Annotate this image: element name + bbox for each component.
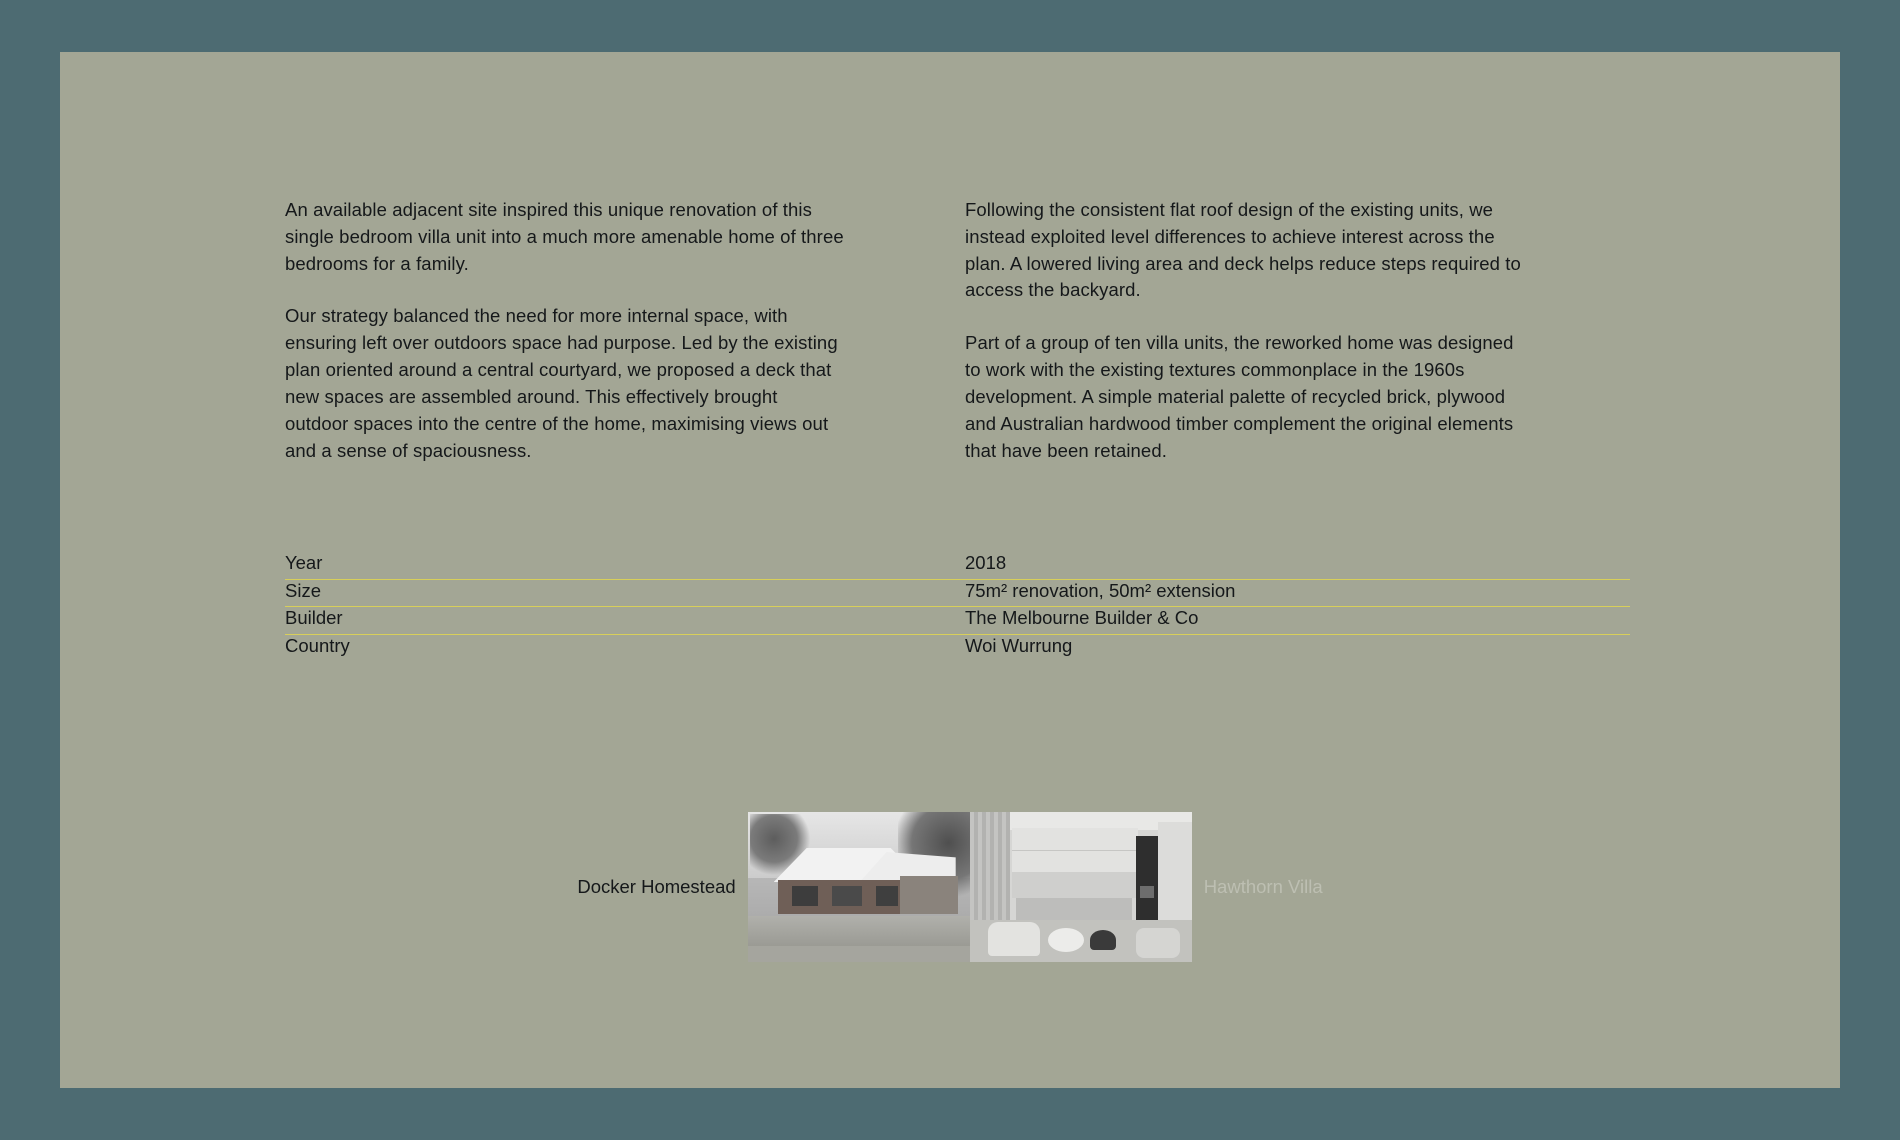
- spec-value: 2018: [965, 552, 1007, 574]
- table-row: [285, 552, 1630, 580]
- table-row: [285, 580, 1630, 608]
- table-row: [285, 607, 1630, 635]
- project-specs-table: [285, 552, 1630, 661]
- description-paragraph: Part of a group of ten villa units, the reworked home was designed to work with the existing textures commonplace in the 1960s development. A simple material palette of recycled brick, plywood and Australian hardwood timber complement the original elements that have been retained.: [965, 332, 1514, 461]
- description-paragraph: An available adjacent site inspired this unique renovation of this single bedroom villa unit into a much more amenable home of three bedrooms for a family.: [285, 199, 844, 274]
- spec-value: The Melbourne Builder & Co: [965, 607, 1199, 629]
- spec-label: Size: [285, 579, 321, 601]
- next-project-link[interactable]: [970, 812, 1323, 962]
- previous-project-label: Docker Homestead: [577, 876, 736, 897]
- previous-project-link[interactable]: [577, 812, 969, 962]
- project-page: [60, 52, 1840, 1088]
- project-footer-navigation: [60, 812, 1840, 962]
- description-column-right: [965, 197, 1525, 464]
- table-row: [285, 635, 1630, 662]
- next-project-label: Hawthorn Villa: [1203, 876, 1323, 897]
- description-paragraph: Following the consistent flat roof design of the existing units, we instead exploited level differences to achieve interest across the plan. A lowered living area and deck helps reduce steps required to access the backyard.: [965, 199, 1521, 301]
- previous-project-thumbnail[interactable]: [748, 812, 970, 962]
- next-project-thumbnail[interactable]: [970, 812, 1192, 962]
- spec-label: Year: [285, 552, 323, 574]
- spec-label: Country: [285, 634, 350, 656]
- description-paragraph: Our strategy balanced the need for more internal space, with ensuring left over outdoors space had purpose. Led by the existing plan oriented around a central courtyard, we proposed a deck that new spaces are assembled around. This effectively brought outdoor spaces into the centre of the home, maximising views out and a sense of spaciousness.: [285, 305, 838, 461]
- description-column-left: [285, 197, 845, 464]
- spec-value: Woi Wurrung: [965, 634, 1073, 656]
- project-content: [285, 197, 1630, 661]
- spec-value: 75m² renovation, 50m² extension: [965, 579, 1236, 601]
- spec-label: Builder: [285, 607, 343, 629]
- description-columns: [285, 197, 1630, 464]
